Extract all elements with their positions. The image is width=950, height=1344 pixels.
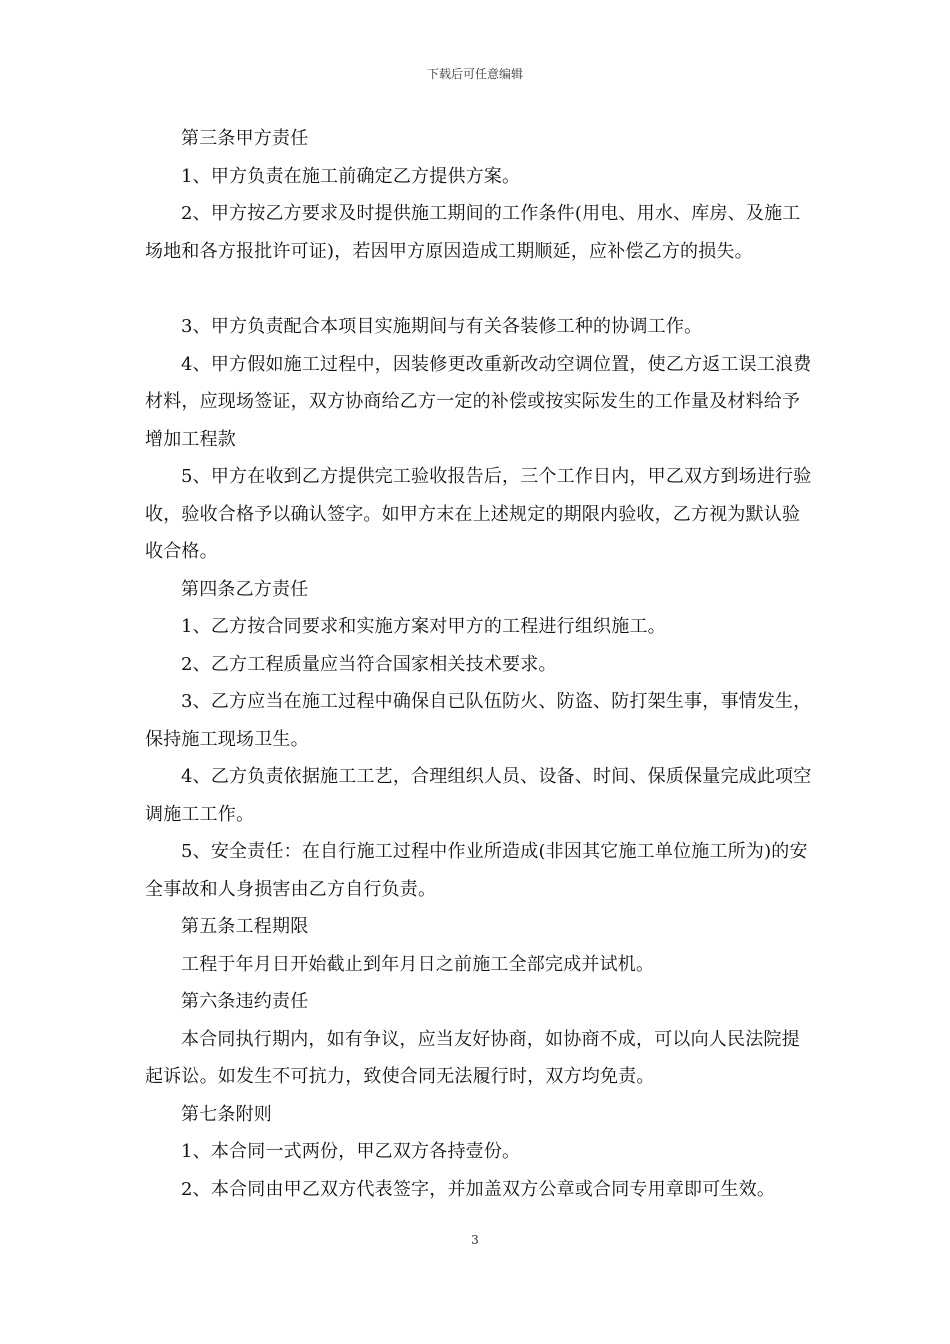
section-heading-article-3: 第三条甲方责任 <box>181 128 309 149</box>
clause-4-2: 2、乙方工程质量应当符合国家相关技术要求。 <box>181 653 557 675</box>
page-header: 下载后可任意编辑 <box>426 67 523 81</box>
clause-5-text: 工程于年月日开始截止到年月日之前施工全部完成并试机。 <box>181 953 655 975</box>
clause-3-5: 5、甲方在收到乙方提供完工验收报告后，三个工作日内，甲乙双方到场进行验收，验收合格予以确认签字。如甲方末在上述规定的期限内验收，乙方视为默认验收合格。 <box>145 466 812 562</box>
clause-4-3: 3、乙方应当在施工过程中确保自已队伍防火、防盗、防打架生事，事情发生，保持施工现场卫生。 <box>145 691 812 750</box>
document-body <box>145 120 815 1208</box>
clause-6-text: 本合同执行期内，如有争议，应当友好协商，如协商不成，可以向人民法院提起诉讼。如发生不可抗力，致使合同无法履行时，双方均免责。 <box>145 1028 800 1087</box>
clause-7-2: 2、本合同由甲乙双方代表签字，并加盖双方公章或合同专用章即可生效。 <box>181 1178 776 1200</box>
clause-4-4: 4、乙方负责依据施工工艺，合理组织人员、设备、时间、保质保量完成此项空调施工工作。 <box>145 766 812 825</box>
clause-4-1: 1、乙方按合同要求和实施方案对甲方的工程进行组织施工。 <box>181 616 666 637</box>
section-heading-article-4: 第四条乙方责任 <box>181 578 309 600</box>
clause-4-5: 5、安全责任：在自行施工过程中作业所造成(非因其它施工单位施工所为)的安全事故和人身损害由乙方自行负责。 <box>145 841 808 900</box>
page-number: 3 <box>471 1233 479 1247</box>
blank-line <box>145 270 815 308</box>
section-heading-article-6: 第六条违约责任 <box>181 991 309 1012</box>
section-heading-article-7: 第七条附则 <box>181 1103 272 1125</box>
clause-3-3: 3、甲方负责配合本项目实施期间与有关各装修工种的协调工作。 <box>181 316 703 337</box>
section-heading-article-5: 第五条工程期限 <box>181 916 309 937</box>
clause-7-1: 1、本合同一式两份，甲乙双方各持壹份。 <box>181 1141 521 1162</box>
clause-3-2: 2、甲方按乙方要求及时提供施工期间的工作条件(用电、用水、库房、及施工场地和各方报批许可证)，若因甲方原因造成工期顺延，应补偿乙方的损失。 <box>145 203 801 262</box>
clause-3-1: 1、甲方负责在施工前确定乙方提供方案。 <box>181 165 521 187</box>
clause-3-4: 4、甲方假如施工过程中，因装修更改重新改动空调位置，使乙方返工误工浪费材料，应现场签证，双方协商给乙方一定的补偿或按实际发生的工作量及材料给予增加工程款 <box>145 353 812 450</box>
